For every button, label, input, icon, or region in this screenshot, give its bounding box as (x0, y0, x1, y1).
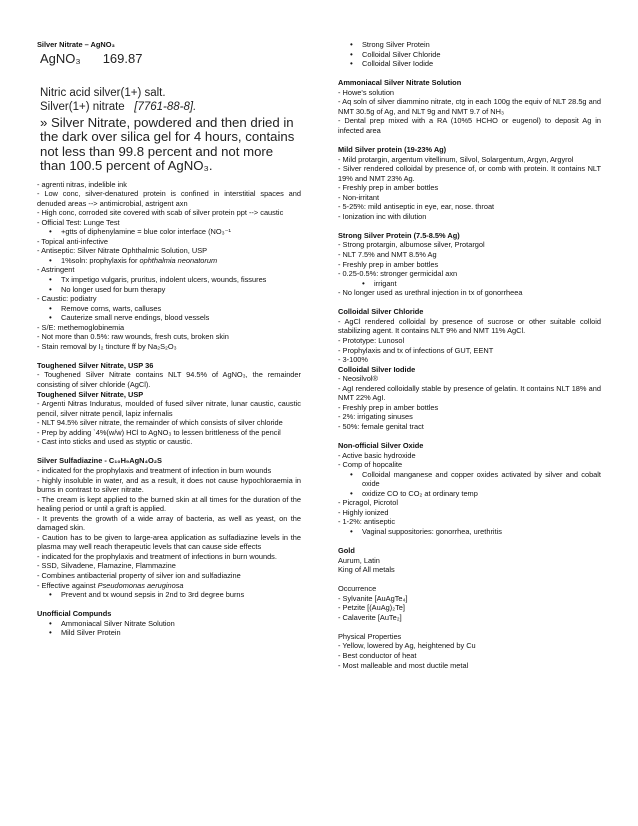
list-item: • 1%soln: prophylaxis for ophthalmia neonatorum (37, 256, 301, 266)
text-line: - Active basic hydroxide (338, 450, 416, 460)
section-heading: Non-official Silver Oxide (338, 440, 424, 450)
text-line: - AgCl rendered colloidal by presence of sucrose or other suitable colloid stabilizing agent. It contains NLT 9% and NMT 11% AgCl. (338, 316, 601, 336)
text-line: - Not more than 0.5%: raw wounds, fresh cuts, broken skin (37, 332, 229, 342)
text-line: - Sylvanite [AuAgTe₄] (338, 593, 408, 603)
text-line: - Calaverite [AuTe₂] (338, 612, 402, 622)
text-line: - The cream is kept applied to the burned skin at all times for the duration of the healing period or until a graft is applied. (37, 494, 301, 514)
list-item: • oxidize CO to CO₂ at ordinary temp (338, 489, 601, 499)
right-column (338, 40, 601, 670)
excerpt-formula-line (40, 50, 143, 66)
text-line: - Stain removal by I₂ tincture ff by Na₂S₂O₃ (37, 341, 177, 351)
text-line: - Argenti Nitras Induratus, moulded of fused silver nitrate, lunar caustic, caustic pencil, silver nitrate pencil, lapiz infernalis (37, 399, 301, 418)
section-heading: Mild Silver protein (19-23% Ag) (338, 145, 447, 155)
text-line: - 5-25%: mild antiseptic in eye, ear, nose. throat (338, 202, 495, 212)
section-heading: Colloidal Silver Chloride (338, 307, 424, 317)
antiseptic-use-list (338, 527, 601, 537)
text-line: - Toughened Silver Nitrate contains NLT 94.5% of AgNO₃, the remainder consisting of silver chloride (AgCl). (37, 370, 301, 390)
section-heading: Toughened Silver Nitrate, USP 36 (37, 360, 154, 370)
text-line: - Topical anti-infective (37, 236, 108, 246)
text-line: - Official Test: Lunge Test (37, 217, 120, 227)
list-item: • Colloidal Silver Chloride (338, 50, 601, 60)
excerpt-name-1: Nitric acid silver(1+) salt. (40, 86, 166, 99)
text-line: - 0.25-0.5%: stronger germicidal axn (338, 269, 458, 279)
text-line: - 1-2%: antiseptic (338, 517, 396, 527)
text-line: - NLT 7.5% and NMT 8.5% Ag (338, 250, 437, 260)
excerpt-purity: » Silver Nitrate, powdered and then dried in the dark over silica gel for 4 hours, contains not less than 99.8 percent and not more than 100.5 percent of AgNO₃. (40, 114, 295, 174)
strong-list (338, 279, 601, 289)
list-item: • Remove corns, warts, calluses (37, 304, 301, 314)
text-line: - Neosilvol® (338, 374, 378, 384)
section-heading: Silver Sulfadiazine - C₁₀H₉AgN₄O₂S (37, 456, 162, 466)
subsection-heading: Physical Properties (338, 631, 402, 641)
section-heading: Colloidal Silver Iodide (338, 364, 416, 374)
subsection-heading: Occurrence (338, 584, 377, 594)
list-item: • Cauterize small nerve endings, blood vessels (37, 313, 301, 323)
text-line: - 3-100% (338, 355, 368, 365)
text-line: - Antiseptic: Silver Nitrate Ophthalmic Solution, USP (37, 246, 208, 256)
excerpt-name-2: Silver(1+) nitrate [7761-88-8]. (40, 100, 197, 113)
effective-list (37, 590, 301, 600)
text-line: - Prophylaxis and tx of infections of GUT, EENT (338, 345, 494, 355)
antiseptic-list (37, 256, 301, 266)
text-line: King of All metals (338, 565, 395, 575)
section-heading: Gold (338, 545, 355, 555)
list-item: • Colloidal manganese and copper oxides activated by silver and cobalt oxide (338, 470, 601, 489)
text-line: - Aq soln of silver diammino nitrate, ctg in each 100g the equiv of NLT 28.5g and NMT 30.5g of Ag, and NLT 9g and NMT 9.7 of NH₃ (338, 97, 601, 116)
text-line: - Freshly prep in amber bottles (338, 183, 439, 193)
caustic-list (37, 304, 301, 323)
left-column (37, 40, 301, 638)
text-line: - Yellow, lowered by Ag, heightened by Cu (338, 641, 476, 651)
text-line: - 50%: female genital tract (338, 421, 424, 431)
text-line: - Mild protargin, argentum vitellinum, Silvol, Solargentum, Argyn, Argyrol (338, 154, 574, 164)
list-item: • Strong Silver Protein (338, 40, 601, 50)
text-line: - Combines antibacterial property of silver ion and sulfadiazine (37, 570, 241, 580)
list-item: • Prevent and tx wound sepsis in 2nd to 3rd degree burns (37, 590, 301, 600)
unofficial-list (37, 619, 301, 638)
usp-monograph-excerpt (37, 52, 301, 174)
text-line: Aurum, Latin (338, 555, 380, 565)
text-line: - AgI rendered colloidally stable by presence of gelatin. It contains NLT 18% and NMT 22% AgI. (338, 383, 601, 403)
text-line: - Most malleable and most ductile metal (338, 660, 469, 670)
text-line: - Silver rendered colloidal by presence of, or comb with protein. It contains NLT 19% and NMT 23% Ag. (338, 164, 601, 183)
hopcalite-list (338, 470, 601, 499)
text-line: - Picragol, Picrotol (338, 498, 398, 508)
text-line: - Comp of hopcalite (338, 460, 403, 470)
section-heading: Ammoniacal Silver Nitrate Solution (338, 78, 462, 88)
list-item: • +gtts of diphenylamine = blue color interface (NO₃⁻¹ (37, 227, 301, 237)
text-line: - Non-irritant (338, 192, 380, 202)
excerpt-names (40, 86, 196, 114)
text-line: - Ionization inc with dilution (338, 211, 427, 221)
text-line: - Prototype: Lunosol (338, 335, 405, 345)
text-line: - It prevents the growth of a wide array of bacteria, as well as yeast, on the damaged skin. (37, 513, 301, 533)
text-line: - 2%: irrigating sinuses (338, 412, 413, 422)
list-item: • Ammoniacal Silver Nitrate Solution (37, 619, 301, 629)
text-line: - Howe's solution (338, 87, 395, 97)
list-item: • Tx impetigo vulgaris, pruritus, indolent ulcers, wounds, fissures (37, 275, 301, 285)
text-line: - Highly ionized (338, 507, 389, 517)
text-line: - Prep by adding `4%(w/w) HCl to AgNO₃ to lessen brittleness of the pencil (37, 427, 281, 437)
text-line: - Dental prep mixed with a RA (10%5 HCHO or eugenol) to deposit Ag in infected area (338, 116, 601, 135)
text-line: - Effective against Pseudomonas aeruginosa (37, 580, 184, 590)
text-line: - S/E: methemoglobinemia (37, 322, 125, 332)
section-heading: Unofficial Compunds (37, 609, 112, 619)
text-line: - Astringent (37, 265, 75, 275)
list-item: • Colloidal Silver Iodide (338, 59, 601, 69)
section-heading: Toughened Silver Nitrate, USP (37, 389, 144, 399)
text-line: - Cast into sticks and used as styptic or caustic. (37, 437, 193, 447)
text-line: - NLT 94.5% silver nitrate, the remainder of which consists of silver chloride (37, 418, 283, 428)
list-item: • Vaginal suppositories: gonorrhea, urethritis (338, 527, 601, 537)
text-line: - agrenti nitras, indelible ink (37, 179, 127, 189)
astringent-list (37, 275, 301, 294)
text-line: - Best conductor of heat (338, 651, 417, 660)
text-line: - Freshly prep in amber bottles (338, 402, 439, 412)
silver-nitrate-title: Silver Nitrate – AgNO₃ (37, 40, 115, 49)
excerpt-molecular-weight: 169.87 (102, 50, 143, 66)
text-line: - highly insoluble in water, and as a result, it does not cause hypochloraemia in burns in contrast to silver nitrate. (37, 475, 301, 495)
text-line: - Freshly prep in amber bottles (338, 259, 439, 269)
list-item: • Mild Silver Protein (37, 628, 301, 638)
unofficial-list-continued (338, 40, 601, 69)
list-item: • irrigant (338, 279, 601, 289)
text-line: - Caution has to be given to large-area application as sulfadiazine levels in the plasma may well reach therapeutic levels that can cause side effects (37, 532, 301, 552)
text-line: - indicated for the prophylaxis and treatment of infections in burn wounds. (37, 551, 277, 561)
excerpt-formula: AgNO₃ (40, 50, 81, 66)
text-line: - SSD, Silvadene, Flamazine, Flammazine (37, 561, 176, 571)
excerpt-cas: [7761-88-8]. (134, 100, 197, 113)
text-line: - No longer used as urethral injection in tx of gonorrheea (338, 288, 523, 298)
text-line: - Petzite [(AuAg)₂Te] (338, 603, 405, 613)
text-line: - Low conc, silver-denatured protein is confined in interstitial spaces and denuded areas --> antimicrobial, astrigent axn (37, 189, 301, 208)
section-heading: Strong Silver Protein (7.5-8.5% Ag) (338, 230, 460, 240)
lunge-test-list (37, 227, 301, 237)
list-item: • No longer used for burn therapy (37, 285, 301, 295)
text-line: - High conc, corroded site covered with scab of silver protein ppt --> caustic (37, 208, 284, 218)
text-line: - Strong protargin, albumose silver, Protargol (338, 240, 485, 250)
text-line: - Caustic: podiatry (37, 294, 97, 304)
text-line: - indicated for the prophylaxis and treatment of infection in burn wounds (37, 465, 272, 475)
